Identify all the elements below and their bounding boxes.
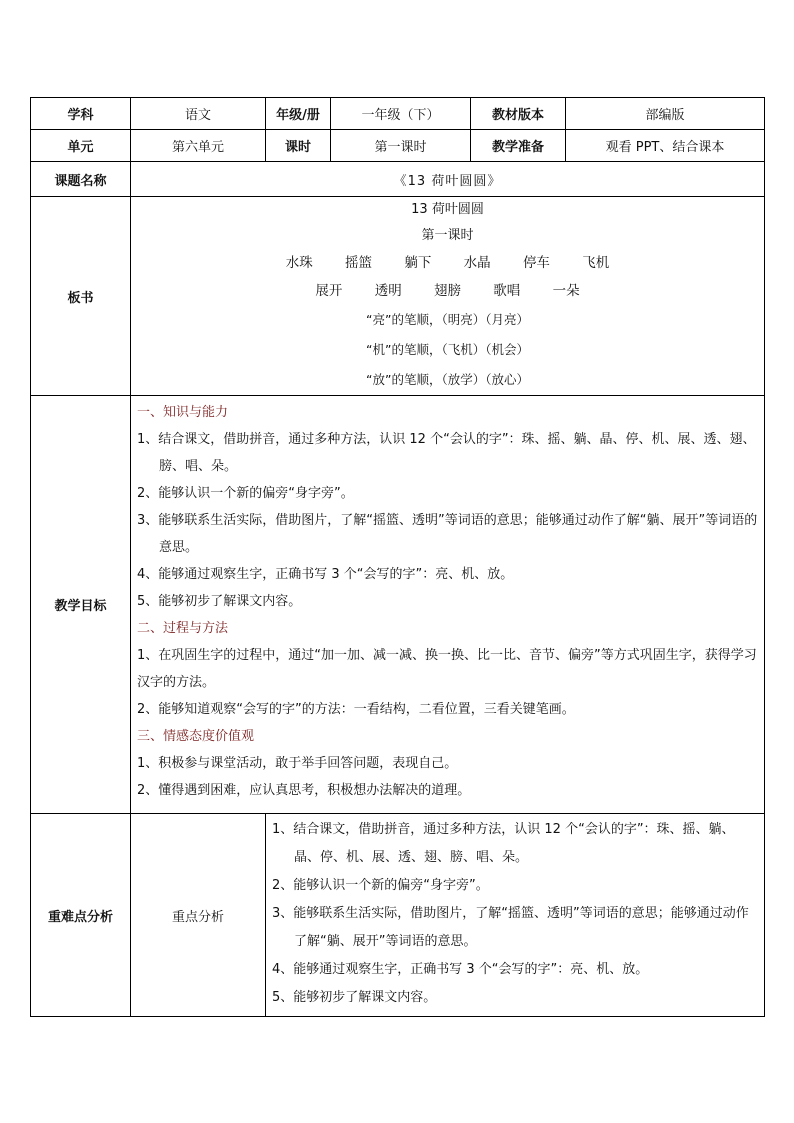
goal-item: 1、结合课文，借助拼音，通过多种方法，认识 12 个“会认的字”：珠、摇、躺、晶、停、机、展、透、翅、膀、唱、朵。: [137, 432, 756, 474]
goal-item: 3、能够联系生活实际，借助图片，了解“摇篮、透明”等词语的意思；能够通过动作了解“躺、展开”等词语的意思。: [137, 513, 758, 555]
row-subject: [31, 98, 765, 130]
board-label: 板书: [31, 197, 131, 396]
analysis-item: 2、能够认识一个新的偏旁“身字旁”。: [272, 878, 489, 893]
goal-item: 1、在巩固生字的过程中，通过“加一加、减一减、换一换、比一比、音节、偏旁”等方式巩固生字，获得学习汉字的方法。: [137, 648, 757, 690]
board-period: 第一课时: [421, 228, 474, 243]
board-words-row2: [131, 277, 764, 305]
grade-label: 年级/册: [266, 98, 331, 130]
board-content: [131, 197, 765, 396]
analysis-item: 1、结合课文，借助拼音，通过多种方法，认识 12 个“会认的字”：珠、摇、躺、晶、停、机、展、透、翅、膀、唱、朵。: [272, 822, 735, 865]
board-stroke-line: “亮”的笔顺，（明亮）（月亮）: [366, 312, 529, 327]
lesson-title: 《13 荷叶圆圆》: [131, 162, 765, 197]
board-word: 躺下: [404, 255, 432, 271]
goals-section-heading: 三、情感态度价值观: [137, 729, 255, 744]
goal-item: 2、能够认识一个新的偏旁“身字旁”。: [137, 486, 354, 501]
analysis-label: 重难点分析: [31, 814, 131, 1017]
analysis-content: [266, 814, 765, 1017]
board-stroke-line: “放”的笔顺，（放学）（放心）: [366, 372, 529, 387]
subject-value: 语文: [131, 98, 266, 130]
goal-item: 5、能够初步了解课文内容。: [137, 594, 302, 609]
row-lesson-title: [31, 162, 765, 197]
board-word: 翅膀: [434, 283, 461, 299]
row-board: [31, 197, 765, 396]
goals-section-heading: 二、过程与方法: [137, 621, 229, 636]
goal-item: 4、能够通过观察生字，正确书写 3 个“会写的字”：亮、机、放。: [137, 567, 514, 582]
unit-value: 第六单元: [131, 130, 266, 162]
edition-value: 部编版: [566, 98, 765, 130]
row-unit: [31, 130, 765, 162]
board-words-row1: [131, 249, 764, 277]
unit-label: 单元: [31, 130, 131, 162]
board-word: 水珠: [285, 255, 313, 271]
board-title: 13 荷叶圆圆: [411, 202, 484, 217]
analysis-sub-label: 重点分析: [131, 814, 266, 1017]
prep-label: 教学准备: [471, 130, 566, 162]
analysis-item: 4、能够通过观察生字，正确书写 3 个“会写的字”：亮、机、放。: [272, 962, 649, 977]
goals-label: 教学目标: [31, 396, 131, 814]
board-word: 歌唱: [493, 283, 521, 299]
analysis-item: 5、能够初步了解课文内容。: [272, 990, 437, 1005]
goal-item: 2、能够知道观察“会写的字”的方法：一看结构，二看位置，三看关键笔画。: [137, 702, 575, 717]
board-word: 展开: [315, 283, 343, 299]
board-stroke-line: “机”的笔顺，（飞机）（机会）: [366, 342, 529, 357]
board-word: 水晶: [463, 255, 491, 271]
prep-value: 观看 PPT、结合课本: [566, 130, 765, 162]
goal-item: 2、懂得遇到困难，应认真思考，积极想办法解决的道理。: [137, 783, 471, 798]
period-label: 课时: [266, 130, 331, 162]
subject-label: 学科: [31, 98, 131, 130]
row-goals: [31, 396, 765, 814]
grade-value: 一年级（下）: [331, 98, 471, 130]
analysis-item: 3、能够联系生活实际，借助图片，了解“摇篮、透明”等词语的意思；能够通过动作了解“躺、展开”等词语的意思。: [272, 906, 749, 949]
lesson-plan-table: [30, 97, 765, 1017]
lesson-label: 课题名称: [31, 162, 131, 197]
goals-section-heading: 一、知识与能力: [137, 405, 229, 420]
board-word: 停车: [522, 255, 550, 271]
board-word: 透明: [374, 283, 402, 299]
goal-item: 1、积极参与课堂活动，敢于举手回答问题，表现自己。: [137, 756, 458, 771]
edition-label: 教材版本: [471, 98, 566, 130]
period-value: 第一课时: [331, 130, 471, 162]
row-analysis: [31, 814, 765, 1017]
board-word: 一朵: [552, 283, 580, 299]
goals-content: [131, 396, 765, 814]
board-word: 飞机: [582, 255, 610, 271]
board-word: 摇篮: [345, 255, 373, 271]
